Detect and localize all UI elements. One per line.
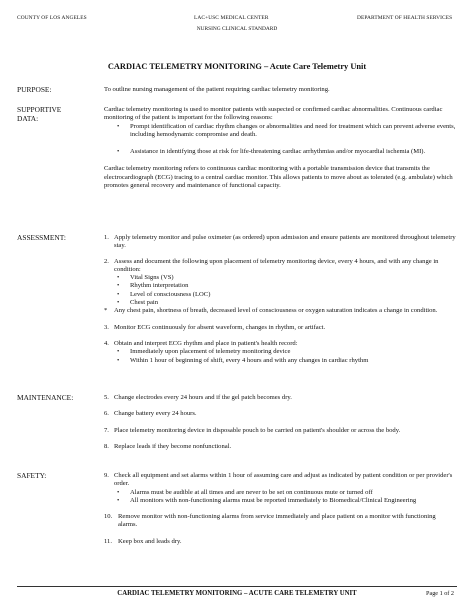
safety-item-9-bullet-1: • Alarms must be audible at all times and are never to be set on continuous mute or turned off <box>117 488 373 496</box>
supportive-paragraph-1: Cardiac telemetry monitoring is used to monitor patients with suspected or confirmed cardiac abnormalities. Continuous cardiac monitoring of the patient is important for the following reasons: <box>104 106 443 122</box>
bullet-icon: • <box>117 299 120 307</box>
maintenance-item-6: 6. Change battery every 24 hours. <box>104 410 197 418</box>
bullet-icon: • <box>117 348 120 356</box>
assessment-section <box>104 234 456 365</box>
document-title: CARDIAC TELEMETRY MONITORING – Acute Care Telemetry Unit <box>107 62 367 71</box>
header-medical-center: LAC+USC MEDICAL CENTER <box>194 15 269 21</box>
purpose-section <box>104 86 456 94</box>
supportive-paragraph-2: Cardiac telemetry monitoring refers to continuous cardiac monitoring with a portable transmission device that transmits the electrocardiograph (ECG) tracing to a central cardiac monitor. This allows patients to move about as tolerated (e.g. ambulate) which promotes general recovery and maintenance of functional capacity. <box>104 165 453 190</box>
page-number: Page 1 of 2 <box>426 590 455 597</box>
assessment-item-4-bullet-2: • Within 1 hour of beginning of shift, every 4 hours and with any changes in cardiac rhythm <box>117 356 369 364</box>
footer-divider <box>17 586 457 587</box>
assessment-item-3: 3. Monitor ECG continuously for absent waveform, changes in rhythm, or artifact. <box>104 323 326 331</box>
header-county: COUNTY OF LOS ANGELES <box>17 15 87 21</box>
supportive-label-line2: DATA: <box>17 113 39 123</box>
assessment-item-2-bullet-1: • Vital Signs (VS) <box>117 274 174 282</box>
asterisk-icon: * <box>104 307 108 315</box>
assessment-item-2-bullet-2: • Rhythm interpretation <box>117 282 189 290</box>
safety-item-10: 10. Remove monitor with non-functioning alarms from service immediately and place patient on a monitor with functioning alarms. <box>104 513 436 529</box>
safety-item-9-bullet-2: • All monitors with non-functioning alarms must be reported immediately to Biomedical/Clinical Engineering <box>117 496 417 504</box>
header-department: DEPARTMENT OF HEALTH SERVICES <box>357 15 453 21</box>
maintenance-item-8: 8. Replace leads if they become nonfunctional. <box>104 442 232 450</box>
assessment-item-2-bullet-3: • Level of consciousness (LOC) <box>117 290 211 298</box>
assessment-item-1: 1. Apply telemetry monitor and pulse oximeter (as ordered) upon admission and ensure patients are monitored throughout telemetry stay. <box>104 234 456 250</box>
supportive-label-line1: SUPPORTIVE <box>17 105 62 114</box>
safety-item-9: 9. Check all equipment and set alarms within 1 hour of assuming care and adjust as indicated by patient condition or per provider's order. <box>104 472 453 488</box>
purpose-label: PURPOSE: <box>17 85 52 94</box>
supportive-data-label <box>17 106 61 123</box>
assessment-label: ASSESSMENT: <box>17 233 66 242</box>
assessment-note: * Any chest pain, shortness of breath, decreased level of consciousness or oxygen saturation indicates a change in condition. <box>104 307 438 315</box>
supportive-section <box>104 106 456 190</box>
maintenance-item-7: 7. Place telemetry monitoring device in disposable pouch to be carried on patient's shoulder or across the body. <box>104 426 401 434</box>
header-standard: NURSING CLINICAL STANDARD <box>196 26 278 32</box>
bullet-icon: • <box>117 290 120 298</box>
safety-label: SAFETY: <box>17 471 47 480</box>
maintenance-section <box>104 394 456 451</box>
supportive-bullet-1: • Prompt identification of cardiac rhythm changes or abnormalities and need for treatment which can prevent adverse events, including hemodynamic compromise and death. <box>117 122 456 138</box>
supportive-bullet-2: • Assistance in identifying those at risk for life-threatening cardiac arrhythmias and/or myocardial ischemia (MI). <box>117 148 426 156</box>
bullet-icon: • <box>117 282 120 290</box>
bullet-icon: • <box>117 496 120 504</box>
maintenance-item-5: 5. Change electrodes every 24 hours and if the gel patch becomes dry. <box>104 394 292 401</box>
safety-item-11: 11. Keep box and leads dry. <box>104 537 182 545</box>
bullet-icon: • <box>117 148 120 156</box>
assessment-item-4-bullet-1: • Immediately upon placement of telemetry monitoring device <box>117 348 291 356</box>
maintenance-label: MAINTENANCE: <box>17 393 74 402</box>
assessment-item-2-bullet-4: • Chest pain <box>117 299 159 307</box>
bullet-icon: • <box>117 122 120 130</box>
bullet-icon: • <box>117 488 120 496</box>
purpose-text: To outline nursing management of the patient requiring cardiac telemetry monitoring. <box>104 86 330 93</box>
footer-title: CARDIAC TELEMETRY MONITORING – ACUTE CARE TELEMETRY UNIT <box>117 590 357 597</box>
assessment-item-4: 4. Obtain and interpret ECG rhythm and place in patient's health record: <box>104 339 298 347</box>
bullet-icon: • <box>117 356 120 364</box>
safety-section <box>104 472 456 546</box>
bullet-icon: • <box>117 274 120 282</box>
assessment-item-2: 2. Assess and document the following upon placement of telemetry monitoring device, every 4 hours, and with any change in condition: <box>104 257 439 273</box>
